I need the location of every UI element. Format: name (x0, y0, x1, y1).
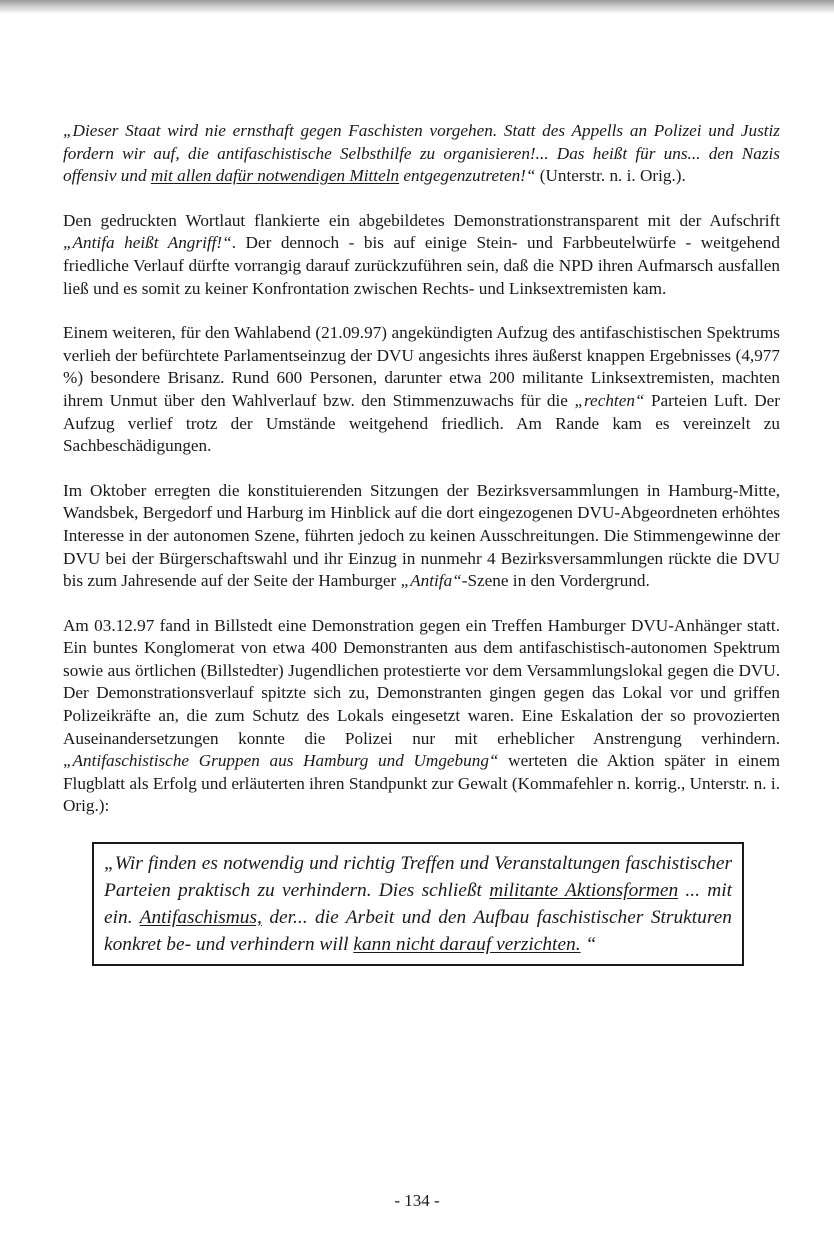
text-run: “ (580, 934, 597, 956)
text-run: „rechten“ (574, 390, 645, 410)
text-run: „Dieser Staat wird nie ernsthaft gegen Faschisten vorgehen. Statt des Appells an Polizei und Justiz fordern wir auf, die antifaschistische Selbsthilfe zu organisieren!... Das heißt für uns... den Nazis offensiv und (63, 121, 780, 186)
text-run: Am 03.12.97 fand in Billstedt eine Demonstration gegen ein Treffen Hamburger DVU-Anhänger statt. Ein buntes Konglomerat von etwa 400 Demonstranten aus dem antifaschistisch-autonomen Spektrum sowie aus örtlichen (Billstedter) Jugendlichen protestierte vor dem Versammlungslokal gegen die DVU. Der Demonstrationsverlauf spitzte sich zu, Demonstranten gingen gegen das Lokal vor und griffen Polizeikräfte an, die zum Schutz des Lokals eingesetzt waren. Eine Eskalation der so provozierten Auseinandersetzungen konnte die Polizei nur mit erheblicher Anstrengung verhindern. (63, 615, 780, 748)
text-run: mit allen dafür notwendigen Mitteln (150, 166, 400, 186)
text-run: militante Aktionsformen (489, 880, 679, 902)
document-body (63, 120, 780, 966)
text-run: werteten die Aktion später in einem Flugblatt als Erfolg und erläuterten ihren Standpunkt zur Gewalt (Kommafehler n. korrig., Unterstr. n. i. Orig.): (63, 751, 780, 816)
paragraph-3 (63, 322, 780, 458)
paragraph-1 (63, 120, 780, 188)
text-run: kann nicht darauf verzichten. (353, 934, 581, 956)
paragraph-4 (63, 480, 780, 593)
text-run: . Der dennoch - bis auf einige Stein- und Farbbeutelwürfe - weitgehend friedliche Verlauf dürfte vorrangig darauf zurückzuführen sein, daß die NPD ihren Aufmarsch ausfallen ließ und es somit zu keiner Konfrontation zwischen Rechts- und Linksextremisten kam. (63, 233, 780, 298)
text-run: der... die Arbeit und den Aufbau faschistischer Strukturen konkret be- und verhindern will (104, 907, 732, 956)
text-run: Den gedruckten Wortlaut flankierte ein abgebildetes Demonstrationstransparent mit der Aufschrift (63, 210, 780, 230)
text-run: ... mit ein. (104, 880, 732, 929)
text-run: -Szene in den Vordergrund. (461, 571, 650, 591)
text-run: „Wir finden es notwendig und richtig Treffen und Veranstaltungen faschistischer Parteien praktisch zu verhindern. Dies schließt (104, 853, 732, 902)
paragraph-5 (63, 615, 780, 818)
text-run: „Antifa“ (400, 571, 462, 591)
text-run: Antifaschismus, (139, 907, 262, 929)
paragraph-2 (63, 210, 780, 300)
text-run: Im Oktober erregten die konstituierenden Sitzungen der Bezirksversammlungen in Hamburg-Mitte, Wandsbek, Bergedorf und Harburg im Hinblick auf die dort eingezogenen DVU-Abgeordneten erhöhtes Interesse in der autonomen Szene, führten jedoch zu keinen Ausschreitungen. Die Stimmengewinne der DVU bei der Bürgerschaftswahl und ihr Einzug in nunmehr 4 Bezirksversammlungen rückte die DVU bis zum Jahresende auf der Seite der Hamburger (63, 480, 780, 591)
text-run: entgegenzutreten!“ (399, 166, 536, 186)
text-run: „Antifa heißt Angriff!“ (63, 233, 232, 253)
text-run: „Antifaschistische Gruppen aus Hamburg und Umgebung“ (63, 751, 499, 771)
scan-edge (0, 0, 834, 14)
text-run: (Unterstr. n. i. Orig.). (535, 166, 686, 186)
page-number: - 134 - (394, 1191, 440, 1210)
quote-box (92, 842, 744, 966)
text-run: Einem weiteren, für den Wahlabend (21.09.97) angekündigten Aufzug des antifaschistischen Spektrums verlieh der befürchtete Parlamentseinzug der DVU angesichts ihres äußerst knappen Ergebnisses (4,977 %) besondere Brisanz. Rund 600 Personen, darunter etwa 200 militante Linksextremisten, machten ihrem Unmut über den Wahlverlauf bzw. den Stimmenzuwachs für die (63, 323, 780, 410)
text-run: Parteien Luft. Der Aufzug verlief trotz der Umstände weitgehend friedlich. Am Rande kam es vereinzelt zu Sachbeschädigungen. (63, 390, 780, 456)
